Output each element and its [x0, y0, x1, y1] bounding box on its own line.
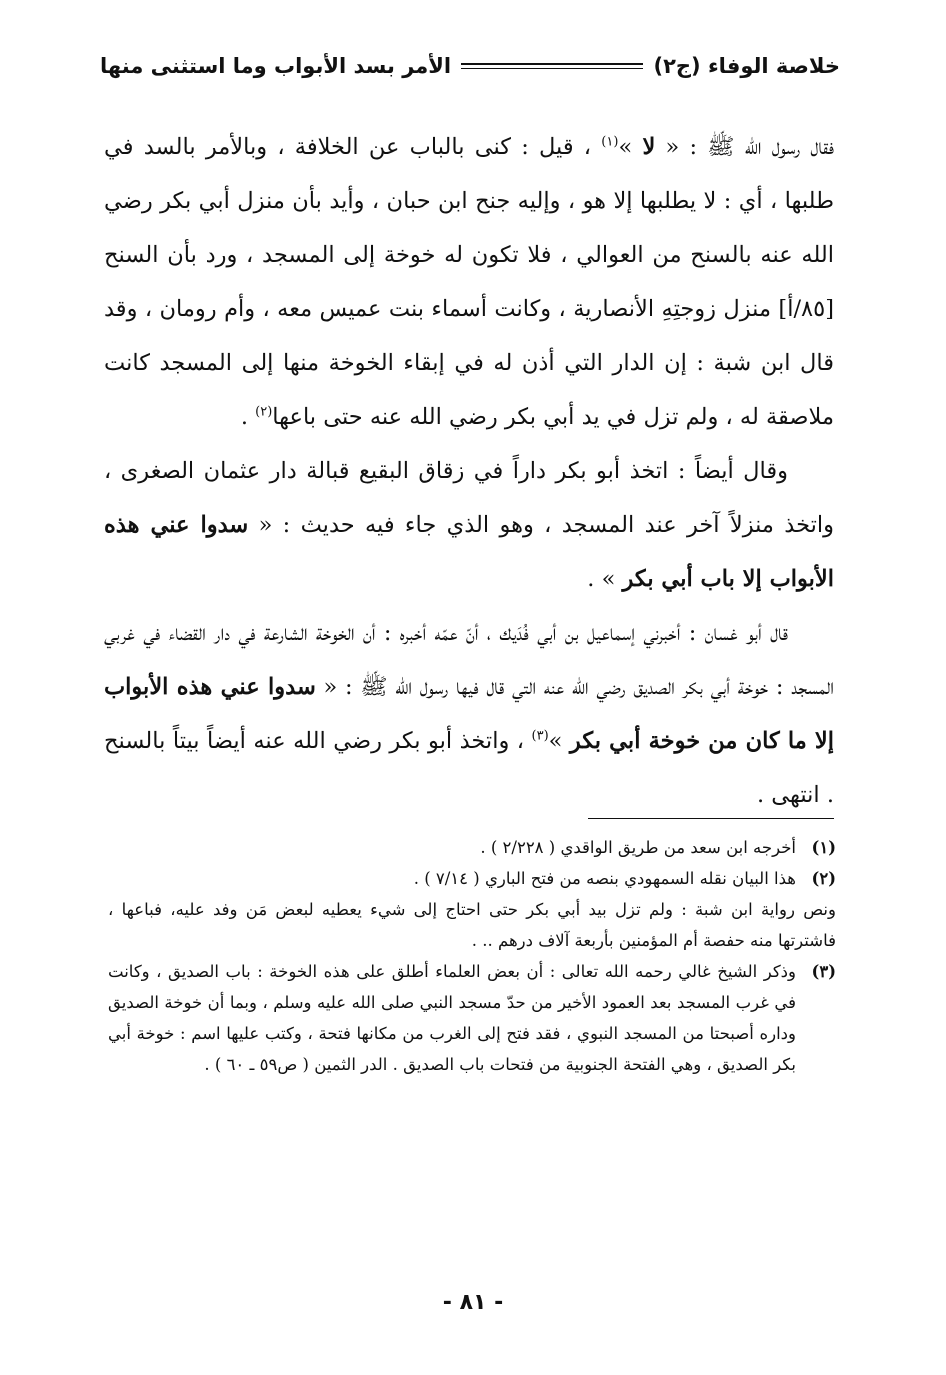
- text-run: »: [618, 134, 643, 160]
- text-run: ، قيل : كنى بالباب عن الخلافة ، وبالأمر بالسد في طلبها ، أي : لا يطلبها إلا هو ، وإليه جنح ابن حبان ، وأيد بأن منزل أبي بكر رضي الله عنه بالسنح من العوالي ، فلا تكون له خوخة إلى المسجد ، ورد بأن السنح [٨٥/أ] منزل زوجتِهِ الأنصارية ، وكانت أسماء بنت عميس معه ، وأم رومان ، وقد قال ابن شبة : إن الدار التي أذن له في إبقاء الخوخة منها إلى المسجد كانت ملاصقة له ، ولم تزل في يد أبي بكر رضي الله عنه حتى باعها: [104, 134, 834, 430]
- footnote-text: هذا البيان نقله السمهودي بنصه من فتح الباري ( ٧/١٤ ) .: [413, 869, 796, 888]
- paragraph-3: [104, 606, 834, 822]
- paragraph-2: [104, 444, 834, 606]
- footnote-text-continuation: ونص رواية ابن شبة : ولم تزل بيد أبي بكر حتى احتاج إلى شيء يعطيه لبعض مَن وفد عليه، فباعها ، فاشترتها منه حفصة أم المؤمنين بأربعة آلاف درهم .. .: [108, 900, 836, 950]
- hadith-quote: لا: [642, 134, 656, 160]
- main-text: [104, 120, 834, 822]
- paragraph-1: [104, 120, 834, 444]
- footnote-body: [108, 863, 796, 894]
- footnote-ref-2: (٢): [255, 404, 273, 420]
- footnote-text: وذكر الشيخ غالي رحمه الله تعالى : أن بعض العلماء أطلق على هذه الخوخة : باب الصديق ، وكانت في غرب المسجد بعد العمود الأخير من حدّ مسجد النبي صلى الله عليه وسلم ، وبما أن خوخة الصديق وداره أصبحتا من المسجد النبوي ، فقد فتح إلى الغرب من مكانها فتحة ، وكتب عليها اسم : خوخة أبي بكر الصديق ، وهي الفتحة الجنوبية من فتحات باب الصديق . الدر الثمين ( ص٥٩ ـ ٦٠ ) .: [108, 962, 796, 1074]
- hadith-quote: سدوا عني هذه الأبواب إلا باب أبي بكر: [104, 512, 834, 592]
- footnote-ref-1: (١): [601, 134, 619, 150]
- text-run: قال أبو غسان : أخبرني إسماعيل بن أبي فُدَيك ، أنّ عمّه أخبره : أن الخوخة الشارعة في دار القضاء في غربي المسجد : خوخة أبي بكر الصديق رضي الله عنه التي قال فيها رسول الله ﷺ : «: [104, 620, 834, 700]
- running-header: [100, 50, 840, 82]
- page-number: - ٨١ -: [442, 1290, 504, 1315]
- text-run: .: [240, 404, 256, 430]
- footnote-text: أخرجه ابن سعد من طريق الواقدي ( ٢/٢٢٨ ) .: [480, 838, 796, 857]
- section-title: الأمر بسد الأبواب وما استثنى منها: [100, 54, 452, 78]
- text-run: »: [548, 728, 570, 754]
- footnote-number: (٢): [811, 869, 836, 888]
- text-run: فقال رسول الله ﷺ : «: [655, 134, 834, 160]
- footnote-ref-3: (٣): [531, 728, 549, 744]
- book-title: خلاصة الوفاء (ج٢): [653, 54, 840, 78]
- footnote-1: [108, 832, 836, 863]
- text-run: وقال أيضاً : اتخذ أبو بكر داراً في زقاق البقيع قبالة دار عثمان الصغرى ، واتخذ منزلاً آخر عند المسجد ، وهو الذي جاء فيه حديث : «: [104, 458, 834, 538]
- hadith-quote: سدوا عني هذه الأبواب إلا ما كان من خوخة أبي بكر: [104, 674, 834, 754]
- footnote-number: (٣): [811, 962, 836, 981]
- footnote-2: [108, 863, 836, 894]
- header-rule: [461, 63, 643, 69]
- text-run: » .: [587, 566, 623, 592]
- footnote-separator: [588, 818, 834, 819]
- text-run: ، واتخذ أبو بكر رضي الله عنه أيضاً بيتاً بالسنح . انتهى .: [104, 728, 834, 808]
- footnotes: [108, 832, 836, 1080]
- footnote-2-continuation: [108, 894, 836, 956]
- footnote-3: [108, 956, 836, 1080]
- footnote-number: (١): [811, 838, 836, 857]
